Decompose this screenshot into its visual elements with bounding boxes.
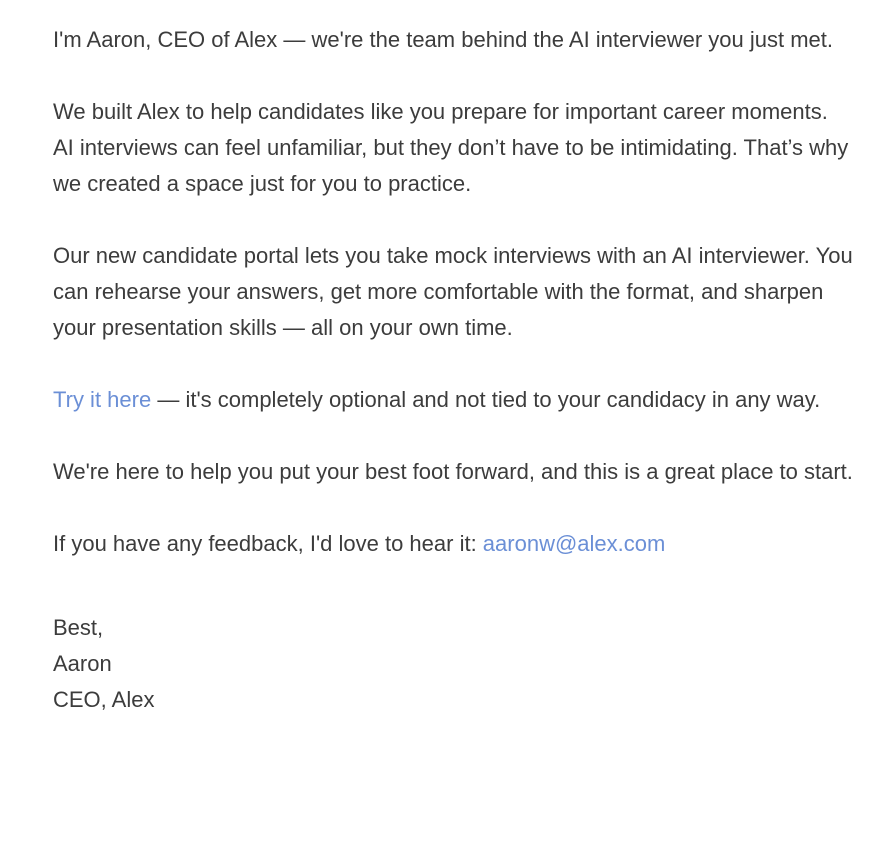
feedback-text: If you have any feedback, I'd love to hear it: (53, 531, 483, 556)
mission-paragraph: We built Alex to help candidates like you prepare for important career moments. AI interviews can feel unfamiliar, but they don’t have to be intimidating. That’s why we created a space just for you to practice. (53, 99, 849, 196)
signature-title: CEO, Alex (53, 687, 155, 712)
email-body (53, 22, 853, 718)
try-paragraph (53, 382, 853, 418)
signature-block (53, 610, 853, 718)
signature-name: Aaron (53, 651, 112, 676)
try-paragraph-text: — it's completely optional and not tied to your candidacy in any way. (151, 387, 821, 412)
try-it-here-link[interactable]: Try it here (53, 387, 152, 412)
signoff: Best, (53, 615, 104, 640)
intro-paragraph: I'm Aaron, CEO of Alex — we're the team behind the AI interviewer you just met. (53, 27, 833, 52)
portal-paragraph: Our new candidate portal lets you take mock interviews with an AI interviewer. You can rehearse your answers, get more comfortable with the format, and sharpen your presentation skills — all on your own time. (53, 243, 853, 340)
help-paragraph: We're here to help you put your best foot forward, and this is a great place to start. (53, 459, 853, 484)
feedback-paragraph (53, 526, 853, 562)
feedback-email-link[interactable]: aaronw@alex.com (482, 531, 666, 556)
